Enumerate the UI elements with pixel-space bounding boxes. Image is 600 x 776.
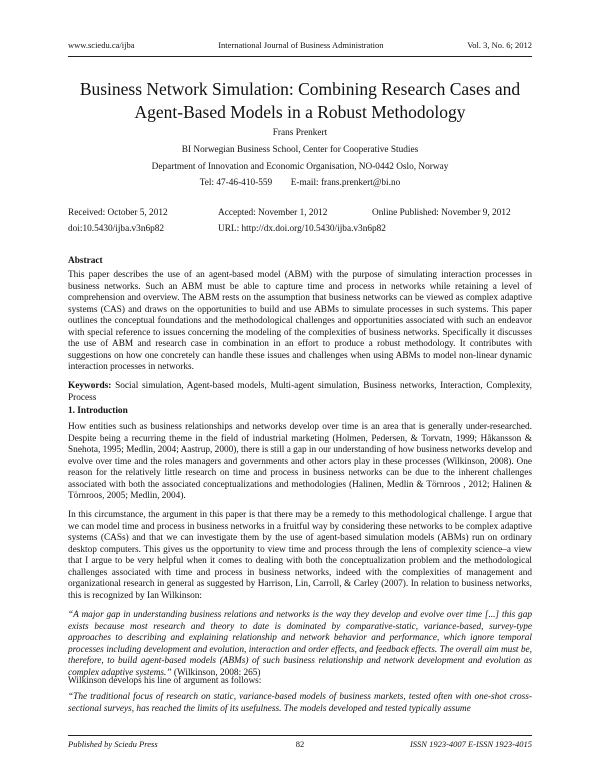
introduction-heading: 1. Introduction [68,406,128,416]
quote-1-text: “A major gap in understanding business relations and networks is the way they develop and evolve over time [...] this gap exists because most research and theory to date is dominated by comparative-static, variance-based, survey-type approaches to describing and explaining relationship and network behavior and performance, which ignore temporal processes including development and evolution, interaction and order effects, and feedback effects. The overall aim must be, therefore, to build agent-based models (ABMs) of such business relationship and network development and evolution as complex adaptive systems.” [68,610,532,678]
contact-info: Tel: 47-46-410-559 E-mail: frans.prenkert@bi.no [199,178,401,188]
received-date: Received: October 5, 2012 [68,208,168,218]
keywords [68,381,532,404]
abstract-heading: Abstract [68,256,103,266]
intro-paragraph-1: How entities such as business relationships and networks develop over time is an area that is generally under-researched. Despite being a recurring theme in the field of industrial marketing (Holmen, Pedersen, & Torvatn, 1999; Håkansson & Snehota, 1995; Medlin, 2004; Aastrup, 2000), there is still a gap in our understanding of how business networks develop and evolve over time and the roles managers and governments and other actors play in these processes (Wilkinson, 2008). One reason for the relatively little research on time and process in business networks can be due to the inherent challenges associated with both the associated conceptualizations and methodologies (Halinen, Medlin & Törnroos , 2012; Halinen & Törnroos, 2005; Medlin, 2004). [68,422,533,501]
volume-info: Vol. 3, No. 6; 2012 [467,40,532,50]
quote-1-citation: (Wilkinson, 2008: 265) [171,667,261,678]
keywords-label: Keywords: [68,381,112,391]
published-date: Online Published: November 9, 2012 [372,208,511,218]
intro-paragraph-2: In this circumstance, the argument in this paper is that there may be a remedy to this methodological challenge. I argue that we can model time and process in business networks in a fruitful way by considering these networks to be complex adaptive systems (CASs) and that we can investigate them by the use of agent-based simulation models (ABMs) run on ordinary desktop computers. This gives us the opportunity to view time and process through the lens of complexity science–a view that I argue to be very helpful when it comes to dealing with both the conceptualization problem and the methodological challenges associated with time and process in business networks, indeed with the complexities of management and organizational research in general as suggested by Harrison, Lin, Carroll, & Carley (2007). In relation to business networks, this is recognized by Ian Wilkinson: [68,510,532,601]
author-name: Frans Prenkert [272,128,328,138]
wilkinson-quote-1 [68,610,532,679]
title-line-1: Business Network Simulation: Combining Research Cases and [79,79,521,99]
intro-paragraph-3: Wilkinson develops his line of argument as follows: [68,676,262,686]
running-header [68,40,532,57]
keywords-list: Social simulation, Agent-based models, Multi-agent simulation, Business networks, Interaction, Complexity, Process [68,381,532,403]
journal-url[interactable]: www.sciedu.ca/ijba [68,40,135,50]
page-footer [68,735,532,753]
publisher: Published by Sciedu Press [68,739,158,749]
issn: ISSN 1923-4007 E-ISSN 1923-4015 [409,739,532,749]
abstract-text: This paper describes the use of an agent-based model (ABM) with the purpose of simulating interaction processes in business networks. Such an ABM must be able to capture time and process in networks while retaining a level of comprehension and overview. The ABM rests on the assumption that business networks can be viewed as complex adaptive systems (CAS) and draws on the opportunities to build and use ABMs to simulate processes in such systems. This paper outlines the conceptual foundations and the methodological challenges and opportunities associated with such an endeavor with special reference to issues concerning the modeling of the complexities of business networks. Specifically it discusses the use of ABM and research case in combination in an effort to produce a robust methodology. It contributes with suggestions on how one concretely can handle these issues and challenges when using ABMs to model non-linear dynamic interaction processes in networks. [68,270,532,372]
paper-title [0,78,600,124]
title-line-2: Agent-Based Models in a Robust Methodology [134,102,466,122]
affiliation-school: BI Norwegian Business School, Center for Cooperative Studies [181,145,419,155]
page-number: 82 [295,739,305,749]
journal-name: International Journal of Business Administration [218,40,384,50]
wilkinson-quote-2: “The traditional focus of research on static, variance-based models of business markets, tested often with one-shot cross-sectional surveys, has reached the limits of its usefulness. The models developed and tested typically assume [68,692,532,714]
doi: doi:10.5430/ijba.v3n6p82 [68,224,165,234]
article-url[interactable]: URL: http://dx.doi.org/10.5430/ijba.v3n6p82 [218,224,386,234]
accepted-date: Accepted: November 1, 2012 [218,208,328,218]
affiliation-department: Department of Innovation and Economic Organisation, NO-0442 Oslo, Norway [151,162,449,172]
